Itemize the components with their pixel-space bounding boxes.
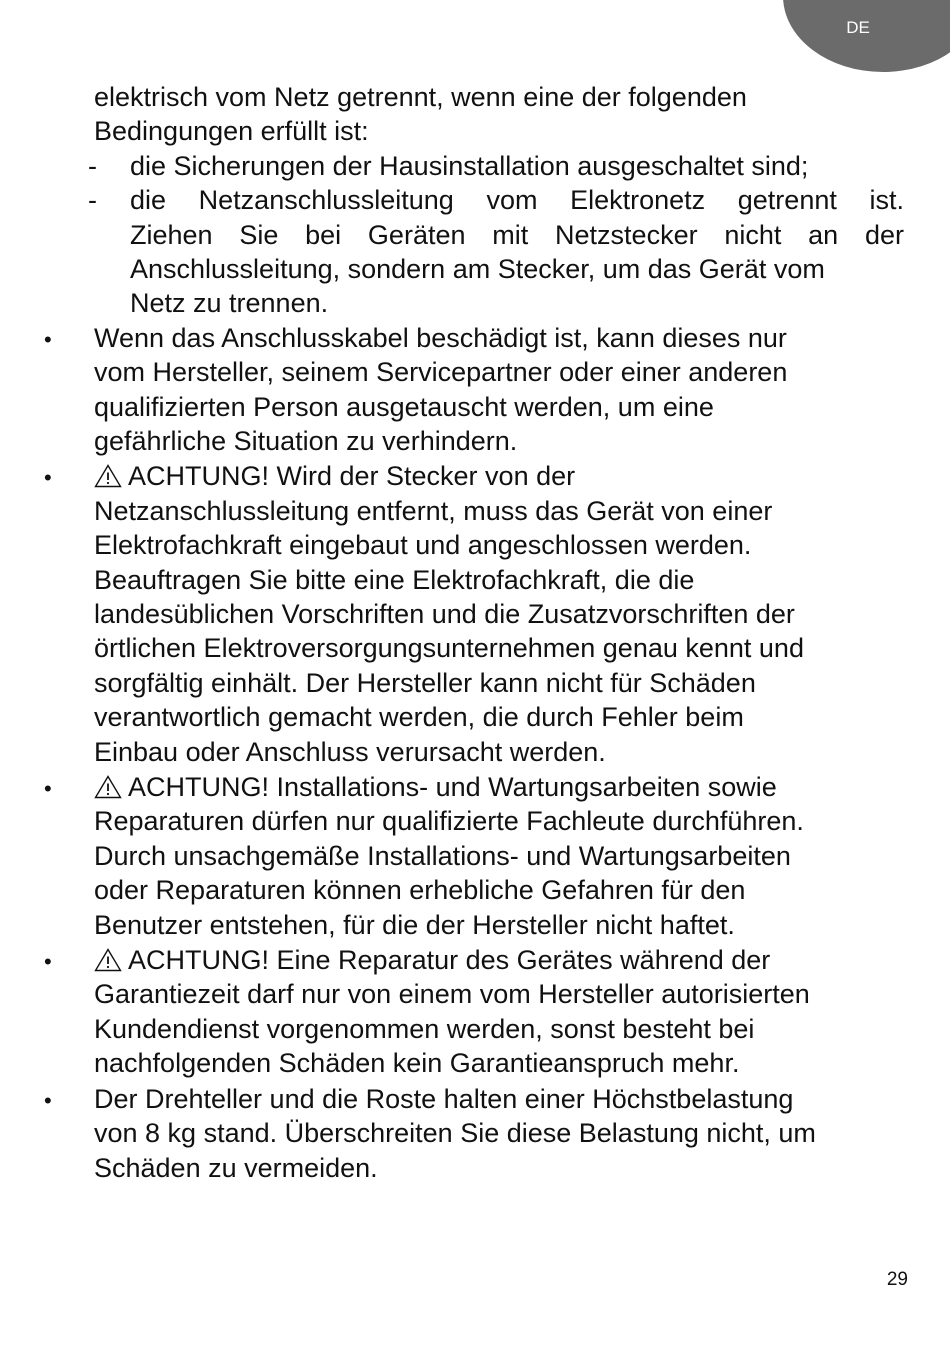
bullet-line: Netzanschlussleitung entfernt, muss das Gerät von einer xyxy=(94,495,773,526)
bullet-line: Der Drehteller und die Roste halten einer Höchstbelastung xyxy=(94,1084,794,1114)
condition-line: Ziehen Sie bei Geräten mit Netzstecker nicht an der xyxy=(130,219,904,250)
bullet-dot: • xyxy=(44,776,52,801)
warning-text: ACHTUNG! Wird der Stecker von der xyxy=(128,461,576,492)
warning-line xyxy=(94,943,770,977)
intro-line: Bedingungen erfüllt ist: xyxy=(94,116,369,147)
bullet-line: Benutzer entstehen, für die der Hersteller nicht haftet. xyxy=(94,909,735,940)
warning-triangle-icon xyxy=(94,948,122,972)
bullet-line: nachfolgenden Schäden kein Garantieanspruch mehr. xyxy=(94,1048,740,1079)
bullet-line: Wenn das Anschlusskabel beschädigt ist, kann dieses nur xyxy=(94,322,787,353)
warning-triangle-icon xyxy=(94,775,122,799)
warning-text: ACHTUNG! Eine Reparatur des Gerätes während der xyxy=(128,945,771,975)
warning-text: ACHTUNG! Installations- und Wartungsarbeiten sowie xyxy=(128,772,777,802)
intro-line: elektrisch vom Netz getrennt, wenn eine der folgenden xyxy=(94,82,747,112)
bullet-line: qualifizierten Person ausgetauscht werden, um eine xyxy=(94,391,714,422)
bullet-line: Kundendienst vorgenommen werden, sonst besteht bei xyxy=(94,1013,755,1044)
bullet-line: gefährliche Situation zu verhindern. xyxy=(94,426,518,456)
bullet-line: Reparaturen dürfen nur qualifizierte Fachleute durchführen. xyxy=(94,806,804,837)
condition-line: Anschlussleitung, sondern am Stecker, um das Gerät vom xyxy=(130,254,825,284)
warning-triangle-icon xyxy=(94,464,122,488)
page-number: 29 xyxy=(886,1269,908,1290)
bullet-line: Schäden zu vermeiden. xyxy=(94,1152,378,1183)
language-label: DE xyxy=(846,18,870,37)
warning-line xyxy=(94,459,575,493)
bullet-line: Durch unsachgemäße Installations- und Wartungsarbeiten xyxy=(94,840,791,871)
bullet-dot: • xyxy=(44,465,52,491)
bullet-line: von 8 kg stand. Überschreiten Sie diese Belastung nicht, um xyxy=(94,1118,816,1149)
bullet-line: Garantiezeit darf nur von einem vom Hersteller autorisierten xyxy=(94,979,810,1010)
list-dash: - xyxy=(88,185,97,216)
warning-line xyxy=(94,770,777,804)
bullet-line: örtlichen Elektroversorgungsunternehmen genau kennt und xyxy=(94,633,804,664)
bullet-line: oder Reparaturen können erhebliche Gefahren für den xyxy=(94,875,746,906)
bullet-line: Beauftragen Sie bitte eine Elektrofachkraft, die die xyxy=(94,564,695,595)
condition-line: die Sicherungen der Hausinstallation ausgeschaltet sind; xyxy=(130,150,809,181)
bullet-line: verantwortlich gemacht werden, die durch Fehler beim xyxy=(94,702,744,733)
bullet-dot: • xyxy=(44,949,52,974)
bullet-line: landesüblichen Vorschriften und die Zusatzvorschriften der xyxy=(94,599,795,629)
condition-line: Netz zu trennen. xyxy=(130,288,329,319)
bullet-dot: • xyxy=(44,326,52,352)
list-dash: - xyxy=(88,150,97,181)
bullet-line: Einbau oder Anschluss verursacht werden. xyxy=(94,736,606,767)
condition-line: die Netzanschlussleitung vom Elektronetz getrennt ist. xyxy=(130,185,904,216)
bullet-line: vom Hersteller, seinem Servicepartner oder einer anderen xyxy=(94,357,788,388)
bullet-dot: • xyxy=(44,1088,52,1113)
bullet-line: Elektrofachkraft eingebaut und angeschlossen werden. xyxy=(94,530,752,561)
bullet-line: sorgfältig einhält. Der Hersteller kann nicht für Schäden xyxy=(94,667,756,698)
